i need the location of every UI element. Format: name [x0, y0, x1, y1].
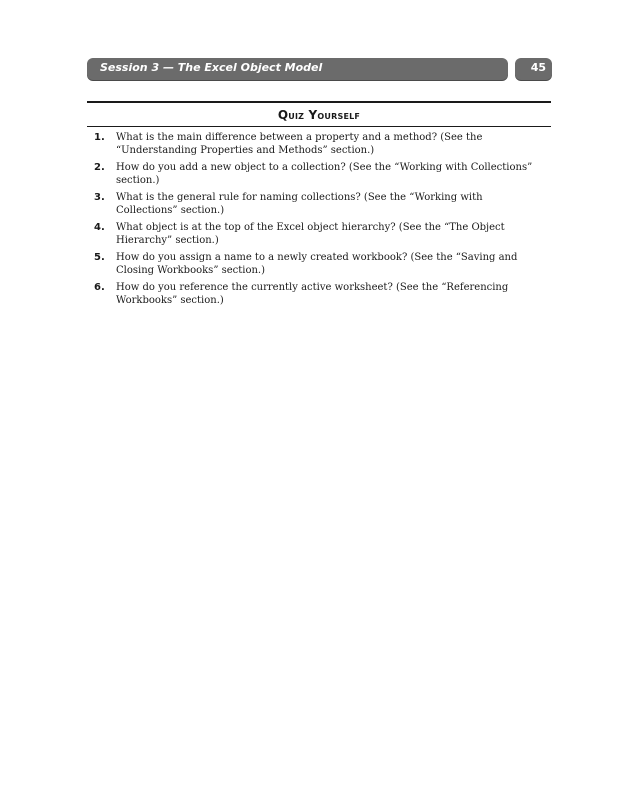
- quiz-section: [87, 101, 551, 312]
- question-number: 5.: [94, 252, 105, 263]
- section-rule-bottom: [87, 126, 551, 127]
- question-text: How do you reference the currently active worksheet? (See the “Referencing Workbooks” section.): [116, 282, 509, 306]
- question-text: How do you add a new object to a collection? (See the “Working with Collections” section.): [116, 162, 533, 186]
- question-number: 3.: [94, 192, 105, 203]
- page-number: 45: [530, 61, 546, 74]
- question-number: 4.: [94, 222, 105, 233]
- question-number: 1.: [94, 132, 105, 143]
- section-title: Quiz Yourself: [277, 108, 361, 122]
- question-text: What is the general rule for naming collections? (See the “Working with Collections” section.): [116, 192, 483, 216]
- page-number-box: [515, 58, 552, 80]
- question-number: 2.: [94, 162, 105, 173]
- question-item: [87, 192, 551, 217]
- question-text: What is the main difference between a property and a method? (See the “Understanding Properties and Methods” section.): [116, 132, 483, 156]
- question-item: [87, 252, 551, 277]
- question-item: [87, 282, 551, 307]
- question-text: What object is at the top of the Excel object hierarchy? (See the “The Object Hierarchy” section.): [116, 222, 505, 246]
- running-header-bar: [87, 58, 508, 80]
- question-list: [87, 132, 551, 307]
- question-item: [87, 222, 551, 247]
- question-number: 6.: [94, 282, 105, 293]
- question-item: [87, 162, 551, 187]
- running-header-title: Session 3 — The Excel Object Model: [100, 61, 323, 74]
- question-text: How do you assign a name to a newly created workbook? (See the “Saving and Closing Workbooks” section.): [116, 252, 518, 276]
- section-rule-top: [87, 101, 551, 103]
- question-item: [87, 132, 551, 157]
